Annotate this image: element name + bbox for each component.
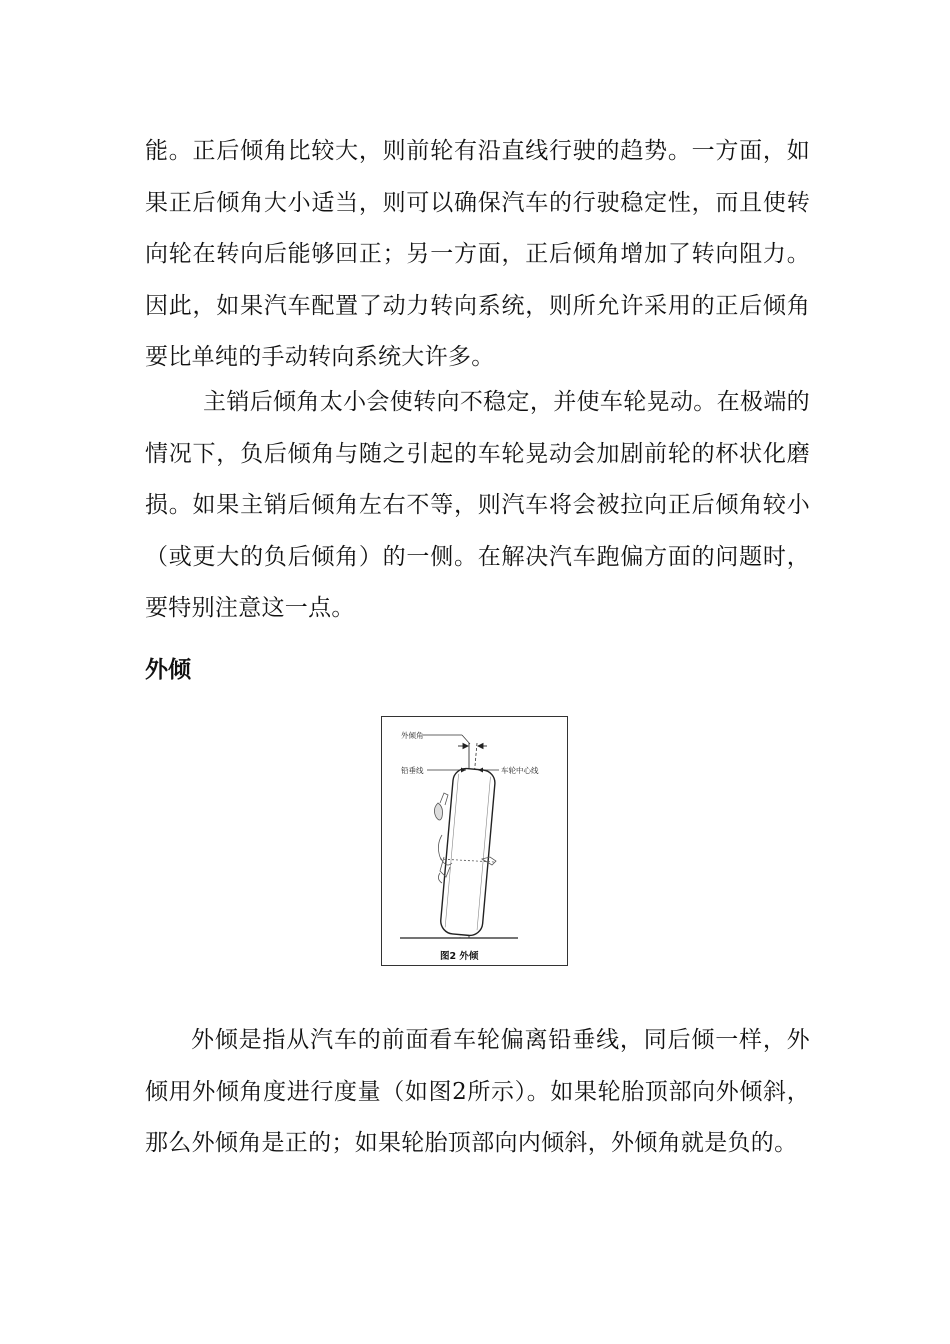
camber-diagram-svg — [382, 717, 569, 967]
section-heading-camber: 外倾 — [145, 657, 191, 683]
figure-caption: 图2 外倾 — [440, 951, 479, 962]
figure-camber-diagram — [381, 716, 568, 966]
tire-group — [440, 767, 496, 936]
camber-angle-arrows — [458, 744, 487, 749]
label-plumb-line: 铅垂线 — [401, 766, 424, 775]
label-camber-angle: 外倾角 — [401, 731, 424, 740]
paragraph-caster-effects: 能。正后倾角比较大，则前轮有沿直线行驶的趋势。一方面，如果正后倾角大小适当，则可以确保汽车的行驶稳定性，而且使转向轮在转向后能够回正；另一方面，正后倾角增加了转向阻力。因此，如果汽车配置了动力转向系统，则所允许采用的正后倾角要比单纯的手动转向系统大许多。 — [145, 138, 810, 370]
paragraph-caster-too-small: 主销后倾角太小会使转向不稳定，并使车轮晃动。在极端的情况下，负后倾角与随之引起的车轮晃动会加剧前轮的杯状化磨损。如果主销后倾角左右不等，则汽车将会被拉向正后倾角较小（或更大的负后倾角）的一侧。在解决汽车跑偏方面的问题时，要特别注意这一点。 — [145, 389, 810, 621]
label-wheel-centerline: 车轮中心线 — [501, 766, 539, 775]
tire-outline — [440, 767, 496, 936]
paragraph-camber-definition: 外倾是指从汽车的前面看车轮偏离铅垂线，同后倾一样，外倾用外倾角度进行度量（如图2所示）。如果轮胎顶部向外倾斜，那么外倾角是正的；如果轮胎顶部向内倾斜，外倾角就是负的。 — [145, 1027, 810, 1156]
